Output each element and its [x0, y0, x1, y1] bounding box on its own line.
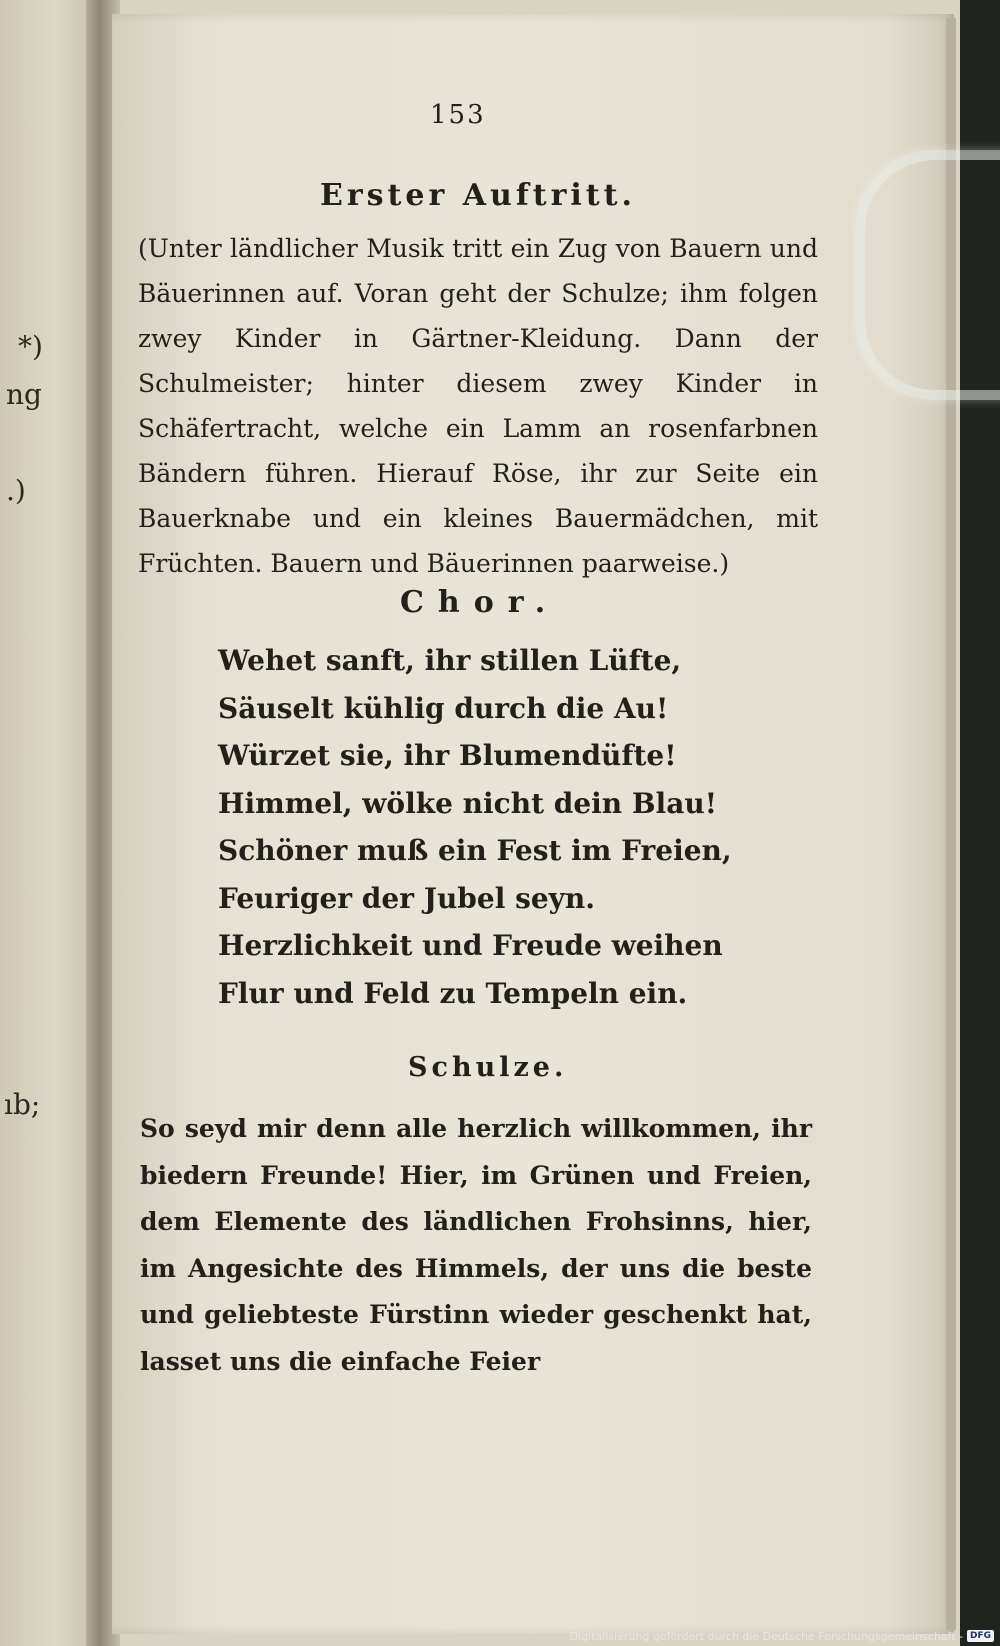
stage-direction: (Unter ländlicher Musik tritt ein Zug von Bauern und Bäuerinnen auf. Voran geht der Schulze; ihm folgen zwey Kinder in Gärtner-Kleidung. Dann der Schulmeister; hinter diesem zwey Kinder in Schäfertracht, welche ein Lamm an rosenfarbnen Bändern führen. Hierauf Röse, ihr zur Seite ein Bauerknabe und ein kleines Bauermädchen, mit Früchten. Bauern und Bäuerinnen paarweise.): [138, 234, 818, 578]
left-page: [0, 0, 92, 1646]
scene-title: Erster Auftritt.: [320, 178, 636, 213]
speaker-name: Schulze.: [408, 1052, 568, 1083]
digitization-footer: [570, 1626, 994, 1646]
verse-line: Schöner muß ein Fest im Freien,: [218, 834, 732, 867]
verse-line: Himmel, wölke nicht dein Blau!: [218, 786, 717, 820]
left-page-fragment: .): [6, 474, 26, 507]
verse-line: Würzet sie, ihr Blumendüfte!: [218, 739, 677, 772]
page-clip: [855, 150, 1000, 400]
dfg-logo: DFG: [967, 1630, 994, 1642]
verse-line: Feuriger der Jubel seyn.: [218, 881, 596, 915]
footer-text: Digitalisierung gefördert durch die Deutsche Forschungsgemeinschaft -: [569, 1629, 963, 1643]
left-page-fragment: *): [18, 330, 43, 363]
verse-block: [218, 637, 732, 1017]
left-page-fragment: ng: [6, 378, 42, 411]
speech-text: So seyd mir denn alle herzlich willkommen, ihr biedern Freunde! Hier, im Grünen und Freien, dem Elemente des ländlichen Frohsinns, hier, im Angesichte des Himmels, der uns die beste und geliebteste Fürstinn wieder geschenkt hat, lasset uns die einfache Feier: [140, 1114, 812, 1376]
verse-line: Säuselt kühlig durch die Au!: [218, 691, 669, 725]
verse-line: Herzlichkeit und Freude weihen: [218, 929, 723, 962]
page-number: 153: [430, 100, 486, 130]
left-page-fragment: ıb;: [4, 1088, 41, 1121]
verse-line: Flur und Feld zu Tempeln ein.: [218, 976, 688, 1010]
verse-line: Wehet sanft, ihr stillen Lüfte,: [218, 644, 682, 677]
section-heading: Chor.: [400, 585, 560, 620]
